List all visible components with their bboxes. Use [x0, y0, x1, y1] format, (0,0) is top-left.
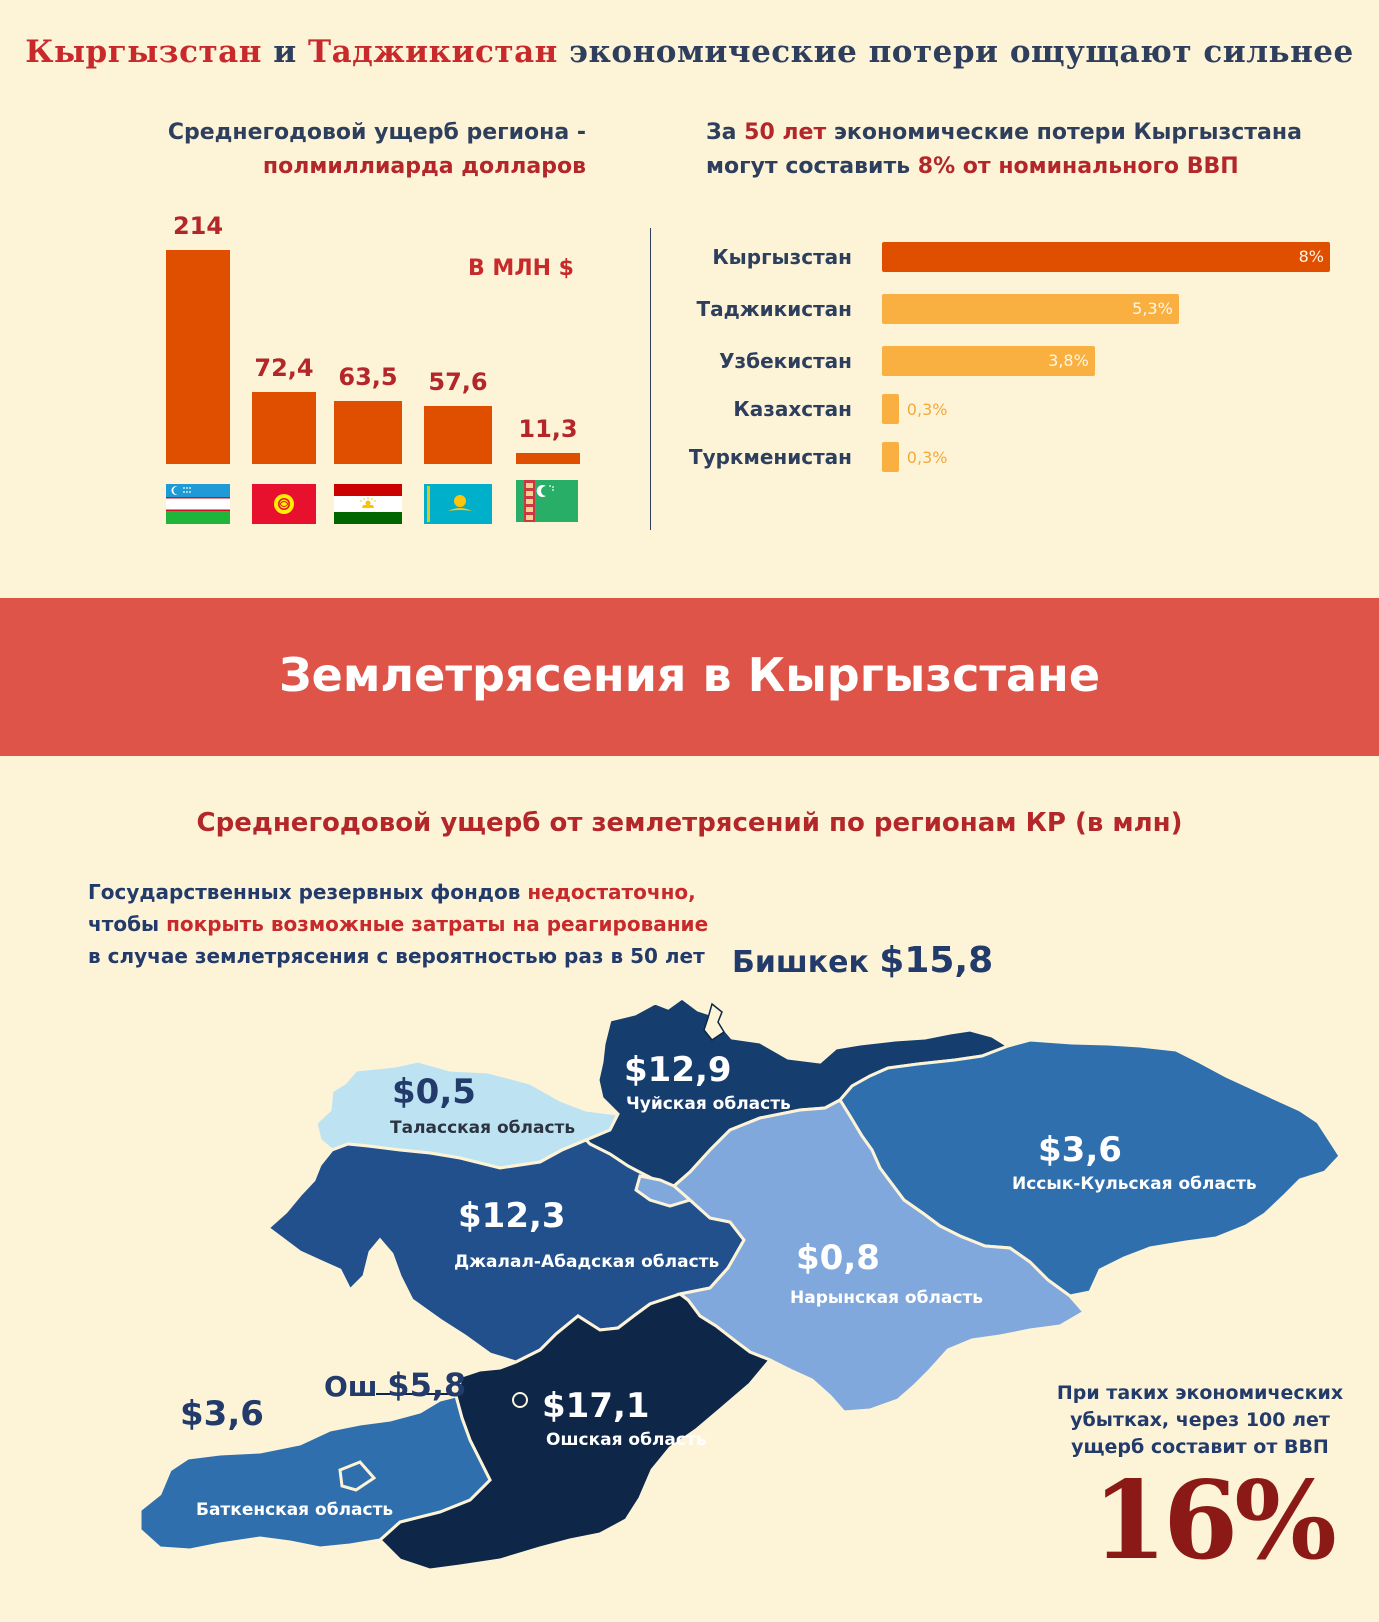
- bar-uzbekistan: [166, 250, 230, 464]
- banner-title: Землетрясения в Кыргызстане: [278, 648, 1101, 702]
- chui-label: Чуйская область: [626, 1094, 791, 1114]
- bishkek-label: [732, 940, 993, 981]
- osh-region-label: Ошская область: [546, 1430, 707, 1450]
- tajikistan-flag-icon: [334, 484, 402, 524]
- hbar-value-label: 3,8%: [1048, 351, 1089, 370]
- uzbekistan-flag-icon: [166, 484, 230, 524]
- bar-value-label: 11,3: [518, 414, 578, 443]
- title-tajikistan: Таджикистан: [308, 34, 558, 70]
- left-caption-line2: полмиллиарда долларов: [262, 154, 586, 179]
- osh-city-name: Ош: [324, 1370, 388, 1403]
- title-rest: экономические потери ощущают сильнее: [557, 34, 1354, 70]
- kyrgyzstan-flag-icon: [252, 484, 316, 524]
- hbar-value-label: 8%: [1298, 247, 1324, 266]
- note-l2b: покрыть возможные затраты на реагирование: [166, 912, 709, 936]
- left-chart-caption: [150, 116, 586, 184]
- left-caption-line1: Среднегодовой ущерб региона -: [167, 120, 586, 145]
- hbar-value-label: 5,3%: [1132, 299, 1173, 318]
- issykkul-label: Иссык-Кульская область: [1012, 1174, 1257, 1194]
- osh-city-value: $5,8: [387, 1366, 467, 1404]
- note-l2a: чтобы: [88, 912, 167, 936]
- hbar-3: [882, 394, 899, 424]
- chart-divider: [650, 228, 651, 530]
- jalalabad-label: Джалал-Абадская область: [454, 1252, 720, 1272]
- bar-tajikistan: [334, 401, 402, 465]
- bar-turkmenistan: [516, 453, 580, 464]
- bishkek-city-marker-icon: [704, 1004, 724, 1040]
- bar-value-label: 72,4: [254, 353, 314, 382]
- hbar-value-label: 0,3%: [906, 400, 948, 419]
- hbar-category-label: Казахстан: [733, 397, 852, 421]
- hbar-category-label: Узбекистан: [719, 349, 852, 373]
- chui-value: $12,9: [624, 1050, 732, 1090]
- forecast-note: [1050, 1380, 1350, 1461]
- bar-value-label: 57,6: [428, 368, 488, 397]
- talas-label: Таласская область: [390, 1118, 576, 1138]
- map-section-title: Среднегодовой ущерб от землетрясений по регионам КР (в млн): [196, 808, 1183, 838]
- note-l3: в случае землетрясения с вероятностью раз в 50 лет: [88, 944, 705, 968]
- reserve-funds-note: [88, 876, 728, 972]
- batken-value: $3,6: [180, 1394, 264, 1434]
- hbar-4: [882, 442, 899, 472]
- kazakhstan-flag-icon: [424, 484, 492, 524]
- forecast-l1: При таких экономических: [1056, 1382, 1344, 1404]
- right-caption-p1: За: [706, 120, 745, 145]
- bishkek-value: $15,8: [879, 940, 994, 981]
- unit-label: В МЛН $: [468, 256, 574, 281]
- naryn-value: $0,8: [796, 1238, 880, 1278]
- talas-value: $0,5: [392, 1072, 476, 1112]
- hbar-category-label: Кыргызстан: [712, 245, 852, 269]
- title-and: и: [261, 34, 309, 70]
- osh-city-marker-icon: [513, 1393, 527, 1407]
- turkmenistan-flag-icon: [516, 480, 578, 522]
- osh-region-value: $17,1: [542, 1386, 650, 1426]
- page-title: [0, 34, 1379, 70]
- right-caption-p2: 50 лет: [744, 120, 827, 145]
- forecast-l3: ущерб составит от ВВП: [1071, 1436, 1329, 1458]
- issykkul-value: $3,6: [1038, 1130, 1122, 1170]
- hbar-category-label: Туркменистан: [688, 445, 852, 469]
- hbar-category-label: Таджикистан: [696, 297, 852, 321]
- note-l1b: недостаточно,: [527, 880, 696, 904]
- bar-kazakhstan: [424, 406, 492, 464]
- bar-kyrgyzstan: [252, 392, 316, 464]
- bar-value-label: 214: [172, 212, 224, 240]
- hbar-value-label: 0,3%: [906, 448, 948, 467]
- right-caption-p4: могут составить: [706, 154, 918, 179]
- right-chart-caption: [706, 116, 1346, 184]
- right-caption-p5: 8% от номинального ВВП: [917, 154, 1239, 179]
- forecast-l2: убытках, через 100 лет: [1070, 1409, 1330, 1431]
- note-l1a: Государственных резервных фондов: [88, 880, 528, 904]
- title-kyrgyzstan: Кыргызстан: [25, 34, 262, 70]
- batken-label: Баткенская область: [196, 1500, 394, 1520]
- osh-city-label: [324, 1366, 466, 1404]
- jalalabad-value: $12,3: [458, 1196, 566, 1236]
- bishkek-name: Бишкек: [732, 945, 880, 980]
- forecast-percent: 16%: [1092, 1458, 1333, 1584]
- naryn-label: Нарынская область: [790, 1288, 984, 1308]
- bar-value-label: 63,5: [338, 362, 398, 391]
- right-caption-p3: экономические потери Кыргызстана: [826, 120, 1302, 145]
